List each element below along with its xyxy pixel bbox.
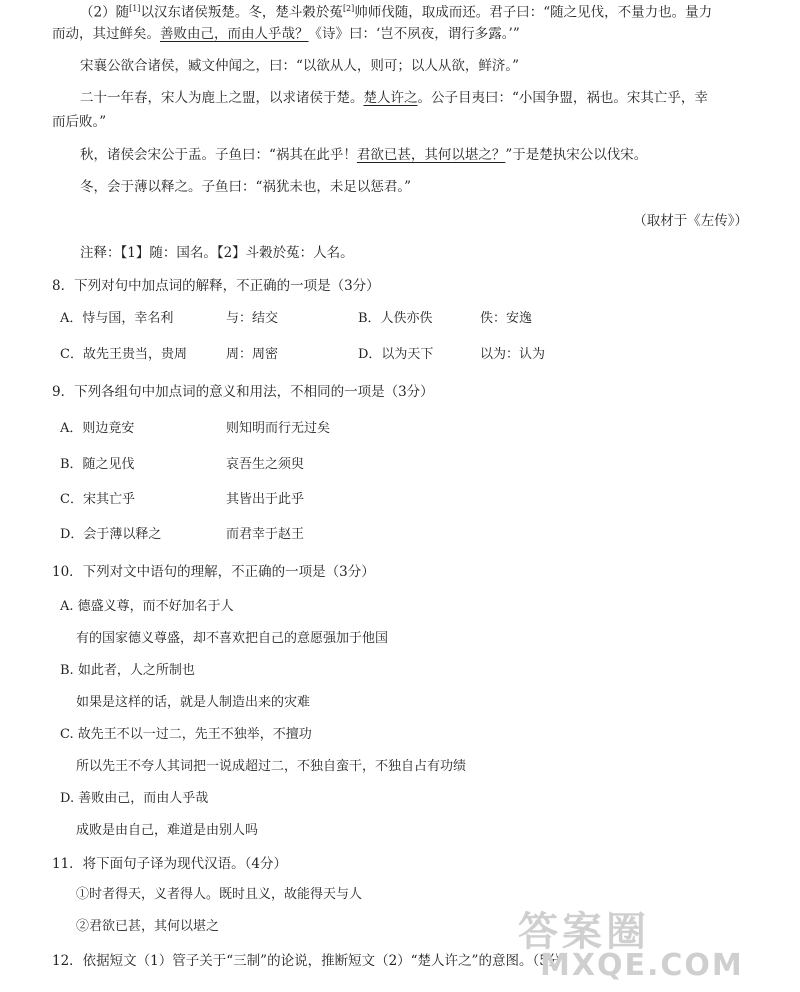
underlined-sentence-3: 君欲已甚，其何以堪之？ (356, 147, 506, 163)
passage-line-4: 二十一年春，宋人为鹿上之盟，以求诸侯于楚。楚人许之。公子目夷曰：“小国争盟，祸也。宋其亡乎，幸 (80, 90, 708, 106)
q11-item-2: ②君欲已甚，其何以堪之 (76, 919, 220, 934)
q10-option-a-explanation: 有的国家德义尊盛，却不喜欢把自己的意愿强加于他国 (76, 631, 389, 646)
q9-option-a-right: 则知明而行无过矣 (226, 421, 331, 436)
q8-option-d: D．以为天下 (358, 347, 434, 362)
passage-line-2: 而动，其过鲜矣。善败由己，而由人乎哉？《诗》曰：‘岂不夙夜，谓行多露。’” (52, 26, 520, 42)
underlined-sentence-1: 善败由己，而由人乎哉？ (160, 26, 309, 42)
q9-option-c-right: 其皆出于此乎 (226, 492, 305, 507)
q8-option-c: C．故先王贵当，贵周 (60, 347, 187, 362)
q9-stem: 9．下列各组句中加点词的意义和用法，不相同的一项是（3分） (52, 384, 434, 400)
q8-option-b-gloss: 佚：安逸 (480, 311, 533, 326)
underlined-sentence-2: 楚人许之 (363, 90, 418, 106)
q9-option-a-left: A．则边竟安 (60, 421, 135, 436)
q10-option-d-explanation: 成败是由自己，难道是由别人吗 (76, 823, 259, 838)
passage-line-1: （2）随[1]以汉东诸侯叛楚。冬，楚斗穀於菟[2]帅师伐随，取成而还。君子曰：“随之见伐，不量力也。量力 (80, 4, 713, 21)
q10-option-b-explanation: 如果是这样的话，就是人制造出来的灾难 (76, 695, 311, 710)
watermark-logo (518, 900, 788, 988)
q9-option-b-right: 哀吾生之须臾 (226, 457, 305, 472)
q12-stem: 12．依据短文（1）管子关于“三制”的论说，推断短文（2）“楚人许之”的意图。（5分） (52, 953, 575, 969)
q9-option-c-left: C．宋其亡乎 (60, 492, 135, 507)
q8-option-a-gloss: 与：结交 (226, 311, 279, 326)
passage-annotation: 注释：【1】随：国名。【2】斗穀於菟：人名。 (80, 245, 354, 261)
watermark-bottom-text: MXQE.COM (540, 948, 744, 983)
q9-option-d-left: D．会于薄以释之 (60, 527, 162, 542)
passage-line-6: 秋，诸侯会宋公于盂。子鱼曰：“祸其在此乎！君欲已甚，其何以堪之？”于是楚执宋公以伐宋。 (80, 147, 648, 163)
q11-item-1: ①时者得天，义者得人。既时且义，故能得天与人 (76, 887, 363, 902)
passage-line-3: 宋襄公欲合诸侯，臧文仲闻之，曰：“以欲从人，则可；以人从欲，鲜济。” (80, 58, 520, 74)
q8-option-c-gloss: 周：周密 (226, 347, 279, 362)
q8-option-a: A．恃与国，幸名利 (60, 311, 174, 326)
passage-line-5: 而后败。” (52, 114, 107, 130)
q9-option-d-right: 而君幸于赵王 (226, 527, 305, 542)
passage-source: （取材于《左传》） (633, 213, 748, 229)
q11-stem: 11．将下面句子译为现代汉语。（4分） (52, 856, 288, 872)
q8-option-b: B．人佚亦佚 (358, 311, 433, 326)
q8-option-d-gloss: 以为：认为 (480, 347, 546, 362)
q10-option-b: B. 如此者，人之所制也 (60, 663, 195, 678)
q8-stem: 8．下列对句中加点词的解释，不正确的一项是（3分） (52, 278, 380, 294)
q10-option-c-explanation: 所以先王不夸人其词把一说成超过二，不独自蛮干，不独自占有功绩 (76, 759, 467, 774)
q10-option-a: A. 德盛义尊，而不好加名于人 (60, 599, 234, 614)
watermark-top-text: 答案圈 (518, 909, 650, 955)
q10-stem: 10．下列对文中语句的理解，不正确的一项是（3分） (52, 564, 375, 580)
q10-option-d: D. 善败由己，而由人乎哉 (60, 791, 209, 806)
q9-option-b-left: B．随之见伐 (60, 457, 135, 472)
passage-line-7: 冬，会于薄以释之。子鱼曰：“祸犹未也，未足以惩君。” (80, 179, 412, 195)
q10-option-c: C. 故先王不以一过二，先王不独举，不擅功 (60, 727, 312, 742)
